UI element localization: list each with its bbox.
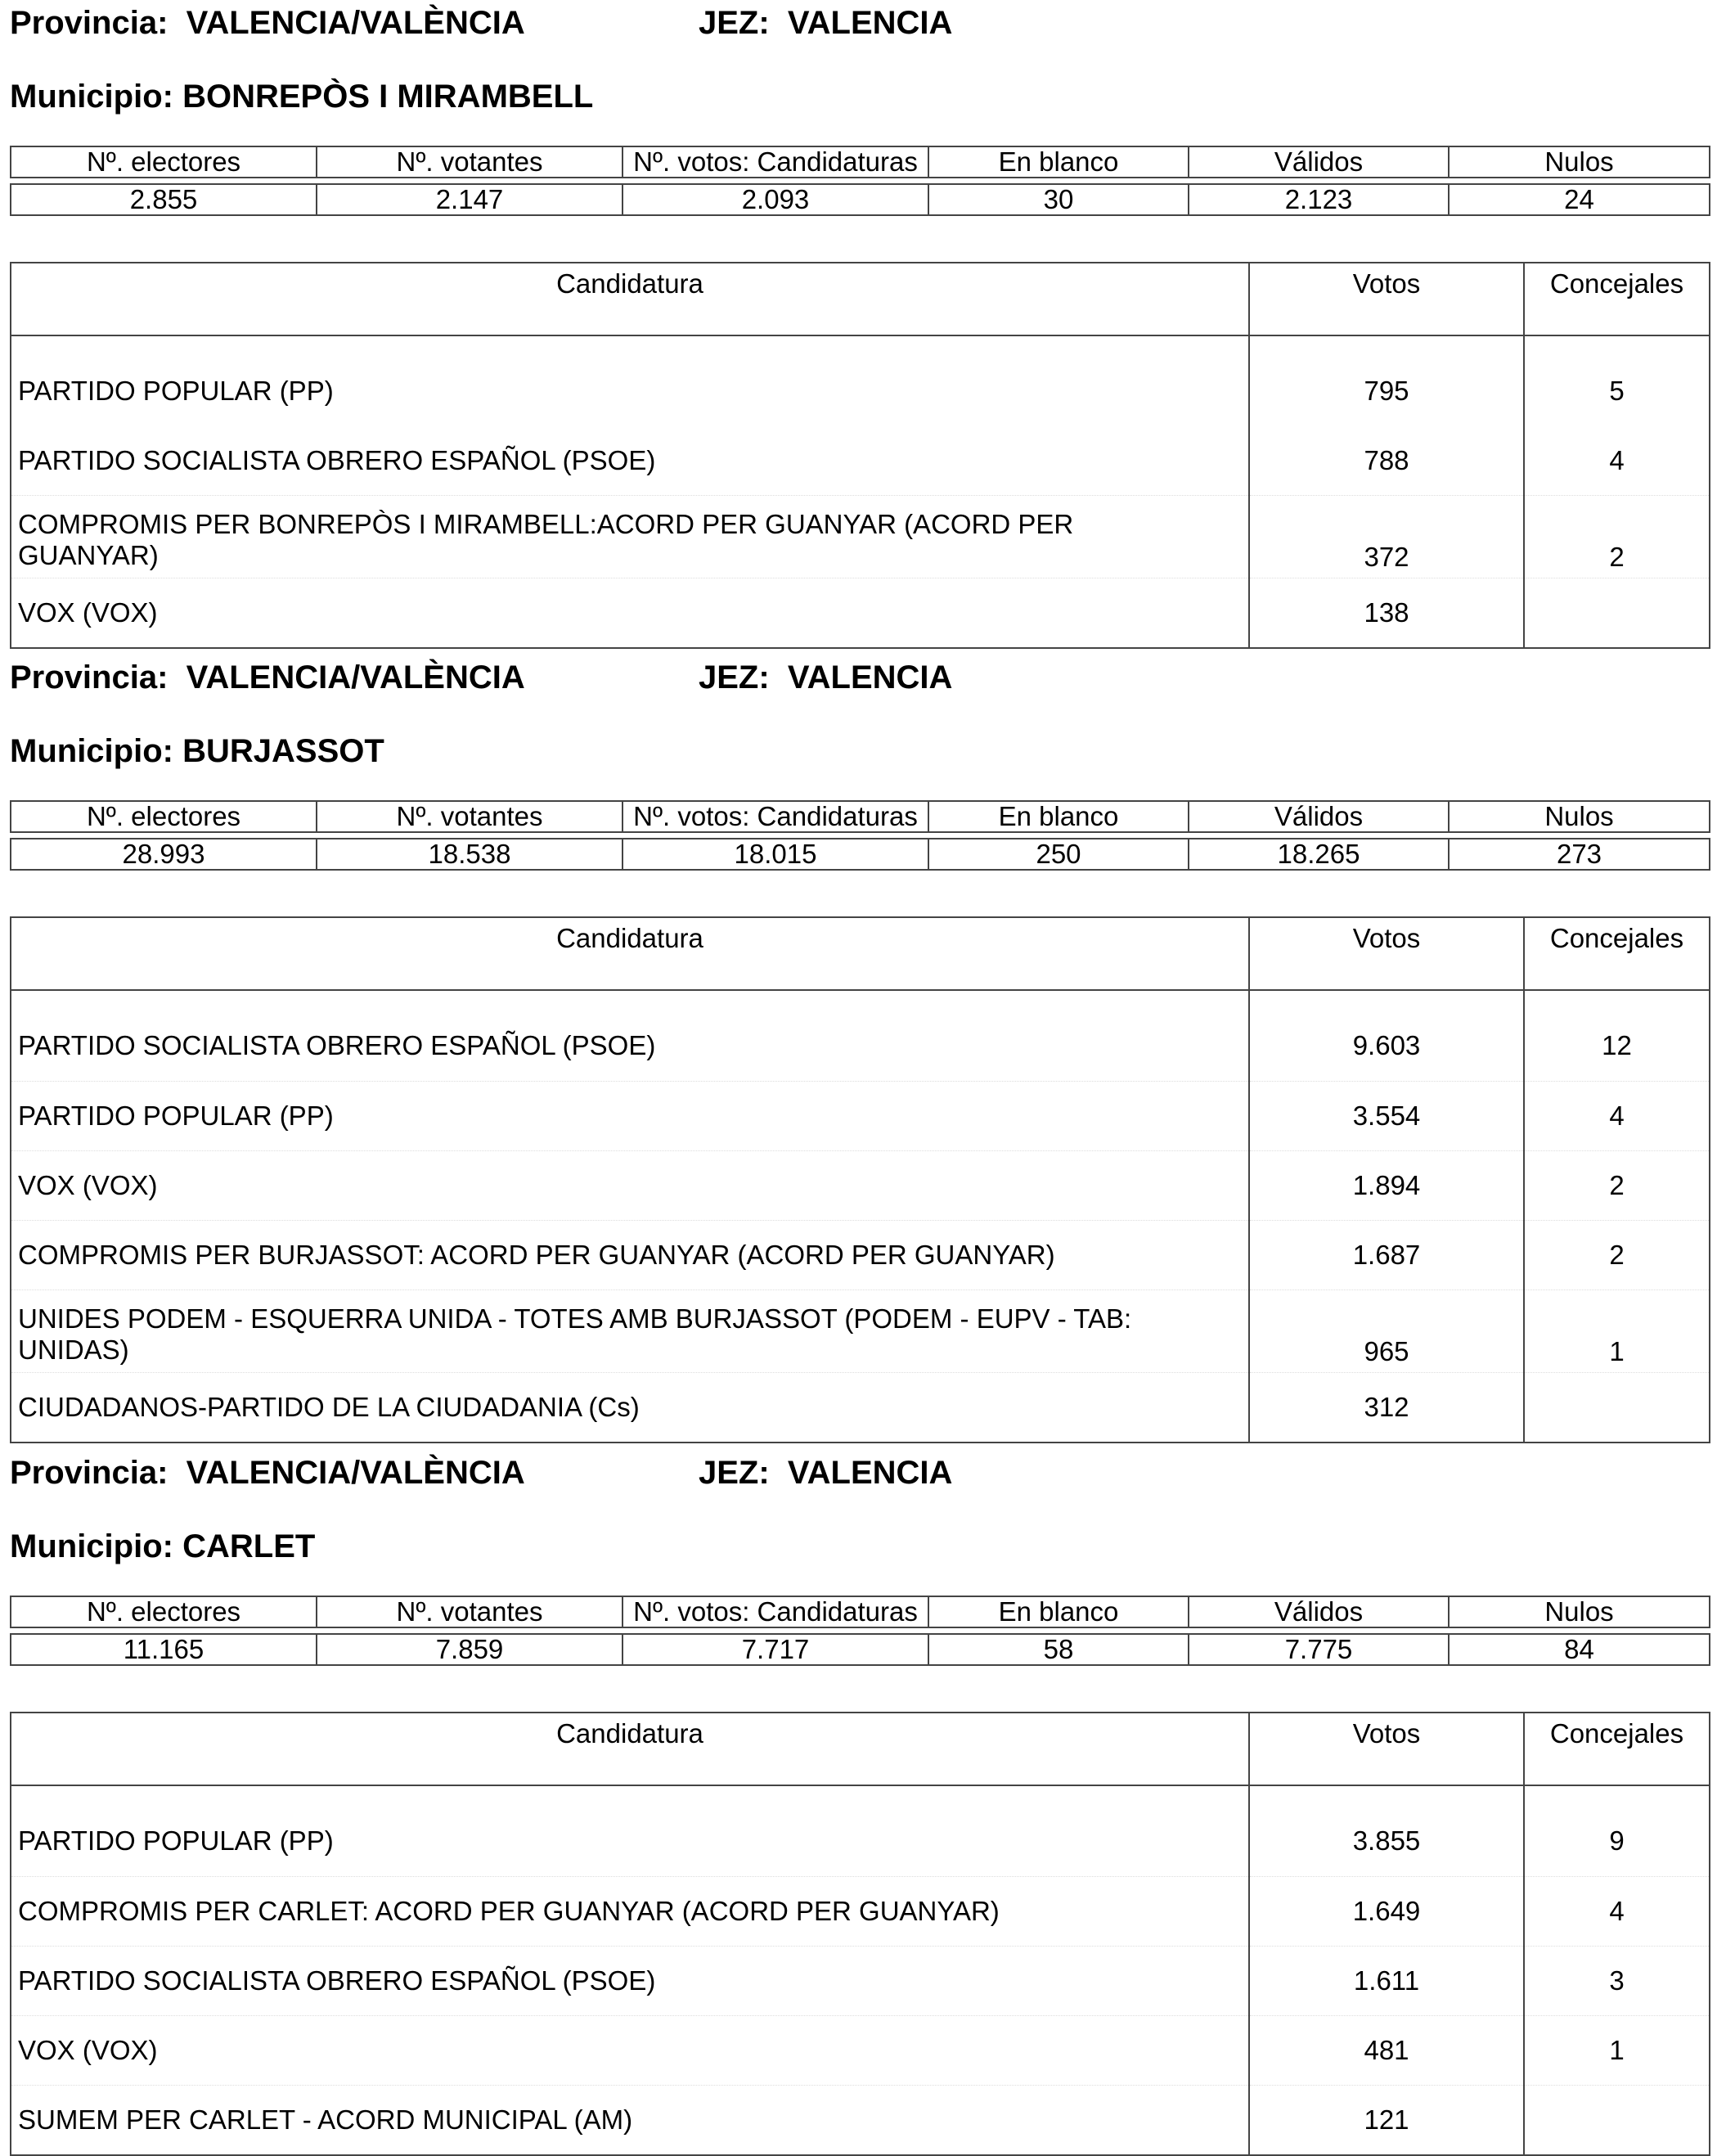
candidate-votes: 965: [1249, 1290, 1524, 1373]
summary-table: [10, 146, 1710, 216]
candidate-name: UNIDES PODEM - ESQUERRA UNIDA - TOTES AMB BURJASSOT (PODEM - EUPV - TAB: UNIDAS): [11, 1290, 1249, 1373]
value-votos-candidaturas: 7.717: [623, 1634, 928, 1665]
candidate-row: [11, 426, 1710, 496]
candidate-seats: 3: [1524, 1947, 1710, 2016]
candidate-name: COMPROMIS PER BONREPÒS I MIRAMBELL:ACORD PER GUANYAR (ACORD PER GUANYAR): [11, 496, 1249, 578]
header-electores: Nº. electores: [11, 801, 317, 832]
candidate-votes: 138: [1249, 578, 1524, 649]
header-concejales: Concejales: [1524, 263, 1710, 335]
candidates-table: [10, 916, 1710, 1443]
candidate-name: CIUDADANOS-PARTIDO DE LA CIUDADANIA (Cs): [11, 1373, 1249, 1443]
header-electores: Nº. electores: [11, 146, 317, 178]
candidate-name: PARTIDO SOCIALISTA OBRERO ESPAÑOL (PSOE): [11, 426, 1249, 496]
candidate-votes: 1.687: [1249, 1221, 1524, 1290]
candidates-table: [10, 1712, 1710, 2156]
header-votos-candidaturas: Nº. votos: Candidaturas: [623, 801, 928, 832]
header-nulos: Nulos: [1449, 146, 1710, 178]
value-validos: 7.775: [1189, 1634, 1449, 1665]
candidate-votes: 1.649: [1249, 1877, 1524, 1947]
candidate-seats: [1524, 1373, 1710, 1443]
header-candidatura: Candidatura: [11, 1713, 1249, 1785]
candidate-row: [11, 1082, 1710, 1151]
candidate-seats: 2: [1524, 496, 1710, 578]
candidate-name: VOX (VOX): [11, 1151, 1249, 1221]
candidate-votes: 3.554: [1249, 1082, 1524, 1151]
municipality-title: Municipio: CARLET: [10, 1528, 316, 1564]
province-header: [10, 655, 1708, 704]
value-votos-candidaturas: 18.015: [623, 839, 928, 870]
value-votos-candidaturas: 2.093: [623, 184, 928, 215]
candidate-votes: 3.855: [1249, 1785, 1524, 1877]
value-nulos: 84: [1449, 1634, 1710, 1665]
summary-value-row: [11, 1634, 1710, 1665]
candidate-name: PARTIDO POPULAR (PP): [11, 335, 1249, 426]
candidate-row: [11, 1290, 1710, 1373]
header-electores: Nº. electores: [11, 1596, 317, 1627]
jez-label: JEZ: VALENCIA: [699, 659, 953, 695]
summary-value-row: [11, 184, 1710, 215]
candidate-seats: 9: [1524, 1785, 1710, 1877]
value-votantes: 7.859: [317, 1634, 623, 1665]
candidate-row: [11, 1221, 1710, 1290]
candidate-row: [11, 578, 1710, 649]
candidate-name: COMPROMIS PER BURJASSOT: ACORD PER GUANYAR (ACORD PER GUANYAR): [11, 1221, 1249, 1290]
candidate-seats: 4: [1524, 1082, 1710, 1151]
candidate-row: [11, 335, 1710, 426]
value-electores: 2.855: [11, 184, 317, 215]
summary-table: [10, 1596, 1710, 1666]
header-votantes: Nº. votantes: [317, 1596, 623, 1627]
value-en-blanco: 58: [928, 1634, 1189, 1665]
candidate-row: [11, 1877, 1710, 1947]
candidate-name: PARTIDO SOCIALISTA OBRERO ESPAÑOL (PSOE): [11, 1947, 1249, 2016]
candidate-name: VOX (VOX): [11, 2016, 1249, 2086]
header-nulos: Nulos: [1449, 801, 1710, 832]
candidate-votes: 1.611: [1249, 1947, 1524, 2016]
candidate-row: [11, 1151, 1710, 1221]
candidate-votes: 1.894: [1249, 1151, 1524, 1221]
candidate-row: [11, 1947, 1710, 2016]
province-label: Provincia: VALENCIA/VALÈNCIA: [10, 1455, 525, 1491]
value-validos: 18.265: [1189, 839, 1449, 870]
candidate-name: PARTIDO SOCIALISTA OBRERO ESPAÑOL (PSOE): [11, 990, 1249, 1082]
header-candidatura: Candidatura: [11, 263, 1249, 335]
value-nulos: 24: [1449, 184, 1710, 215]
header-votos-candidaturas: Nº. votos: Candidaturas: [623, 146, 928, 178]
candidate-name: VOX (VOX): [11, 578, 1249, 649]
value-electores: 28.993: [11, 839, 317, 870]
value-validos: 2.123: [1189, 184, 1449, 215]
value-en-blanco: 30: [928, 184, 1189, 215]
header-en-blanco: En blanco: [928, 1596, 1189, 1627]
candidate-row: [11, 2086, 1710, 2156]
header-validos: Válidos: [1189, 1596, 1449, 1627]
candidate-seats: 1: [1524, 2016, 1710, 2086]
municipality-title: Municipio: BONREPÒS I MIRAMBELL: [10, 79, 594, 115]
header-validos: Válidos: [1189, 146, 1449, 178]
header-en-blanco: En blanco: [928, 801, 1189, 832]
header-votos: Votos: [1249, 263, 1524, 335]
header-concejales: Concejales: [1524, 1713, 1710, 1785]
candidate-seats: 2: [1524, 1151, 1710, 1221]
municipality-section-carlet: [10, 1450, 1708, 2135]
province-header: [10, 0, 1708, 49]
candidate-row: [11, 1785, 1710, 1877]
header-votos: Votos: [1249, 1713, 1524, 1785]
candidate-votes: 788: [1249, 426, 1524, 496]
candidate-row: [11, 1373, 1710, 1443]
candidate-name: PARTIDO POPULAR (PP): [11, 1082, 1249, 1151]
candidate-seats: [1524, 2086, 1710, 2156]
candidate-seats: 4: [1524, 426, 1710, 496]
header-votantes: Nº. votantes: [317, 146, 623, 178]
candidate-row: [11, 2016, 1710, 2086]
candidate-name: PARTIDO POPULAR (PP): [11, 1785, 1249, 1877]
summary-value-row: [11, 839, 1710, 870]
header-validos: Válidos: [1189, 801, 1449, 832]
candidate-votes: 312: [1249, 1373, 1524, 1443]
candidate-votes: 9.603: [1249, 990, 1524, 1082]
candidate-name: SUMEM PER CARLET - ACORD MUNICIPAL (AM): [11, 2086, 1249, 2156]
summary-header-row: [11, 146, 1710, 178]
header-votantes: Nº. votantes: [317, 801, 623, 832]
value-votantes: 2.147: [317, 184, 623, 215]
candidate-votes: 481: [1249, 2016, 1524, 2086]
value-nulos: 273: [1449, 839, 1710, 870]
jez-label: JEZ: VALENCIA: [699, 1455, 953, 1491]
candidate-seats: [1524, 578, 1710, 649]
candidates-table: [10, 262, 1710, 649]
value-votantes: 18.538: [317, 839, 623, 870]
value-en-blanco: 250: [928, 839, 1189, 870]
candidate-seats: 2: [1524, 1221, 1710, 1290]
candidate-votes: 372: [1249, 496, 1524, 578]
jez-label: JEZ: VALENCIA: [699, 5, 953, 41]
summary-header-row: [11, 801, 1710, 832]
header-votos: Votos: [1249, 917, 1524, 990]
header-votos-candidaturas: Nº. votos: Candidaturas: [623, 1596, 928, 1627]
summary-header-row: [11, 1596, 1710, 1627]
candidate-votes: 121: [1249, 2086, 1524, 2156]
candidate-name: COMPROMIS PER CARLET: ACORD PER GUANYAR (ACORD PER GUANYAR): [11, 1877, 1249, 1947]
province-header: [10, 1450, 1708, 1499]
header-concejales: Concejales: [1524, 917, 1710, 990]
province-label: Provincia: VALENCIA/VALÈNCIA: [10, 659, 525, 695]
candidates-header-row: [11, 263, 1710, 335]
candidate-votes: 795: [1249, 335, 1524, 426]
candidate-seats: 12: [1524, 990, 1710, 1082]
header-candidatura: Candidatura: [11, 917, 1249, 990]
header-en-blanco: En blanco: [928, 146, 1189, 178]
candidate-seats: 4: [1524, 1877, 1710, 1947]
province-label: Provincia: VALENCIA/VALÈNCIA: [10, 5, 525, 41]
header-nulos: Nulos: [1449, 1596, 1710, 1627]
candidate-seats: 5: [1524, 335, 1710, 426]
municipality-title: Municipio: BURJASSOT: [10, 733, 384, 769]
municipality-section-bonrepos: [10, 0, 1708, 628]
municipality-section-burjassot: [10, 655, 1708, 1422]
candidate-row: [11, 496, 1710, 578]
summary-table: [10, 800, 1710, 871]
candidate-row: [11, 990, 1710, 1082]
candidates-header-row: [11, 917, 1710, 990]
value-electores: 11.165: [11, 1634, 317, 1665]
candidates-header-row: [11, 1713, 1710, 1785]
candidate-seats: 1: [1524, 1290, 1710, 1373]
